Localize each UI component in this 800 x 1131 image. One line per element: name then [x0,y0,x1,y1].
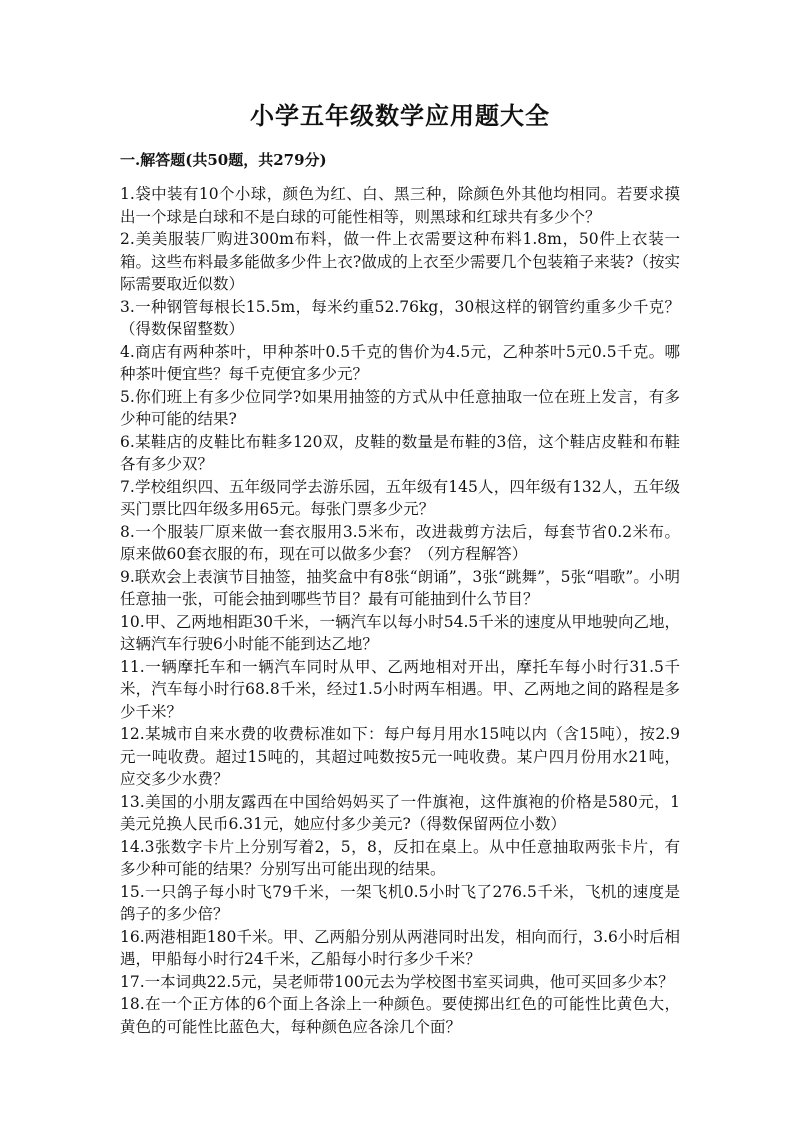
document-title: 小学五年级数学应用题大全 [250,101,550,130]
section-heading: 一.解答题(共50题，共279分) [120,151,327,169]
question-item: 15.一只鸽子每小时飞79千米，一架飞机0.5小时飞了276.5千米，飞机的速度是鸽子的多少倍？ [120,882,680,923]
question-item: 4.商店有两种茶叶，甲种茶叶0.5千克的售价为4.5元，乙种茶叶5元0.5千克。哪种茶叶便宜些？每千克便宜多少元？ [120,342,680,383]
question-item: 18.在一个正方体的6个面上各涂上一种颜色。要使掷出红色的可能性比黄色大，黄色的可能性比蓝色大，每种颜色应各涂几个面？ [120,995,680,1036]
question-item: 6.某鞋店的皮鞋比布鞋多120双，皮鞋的数量是布鞋的3倍，这个鞋店皮鞋和布鞋各有多少双？ [120,432,680,473]
question-item: 3.一种钢管每根长15.5m，每米约重52.76kg，30根这样的钢管约重多少千克？（得数保留整数） [120,297,680,338]
question-item: 10.甲、乙两地相距30千米，一辆汽车以每小时54.5千米的速度从甲地驶向乙地，这辆汽车行驶6小时能不能到达乙地？ [120,612,680,653]
question-item: 8.一个服装厂原来做一套衣服用3.5米布，改进裁剪方法后，每套节省0.2米布。原来做60套衣服的布，现在可以做多少套？（列方程解答） [120,522,680,563]
question-item: 12.某城市自来水费的收费标准如下：每户每月用水15吨以内（含15吨），按2.9元一吨收费。超过15吨的，其超过吨数按5元一吨收费。某户四月份用水21吨，应交多少水费？ [120,725,680,788]
question-item: 7.学校组织四、五年级同学去游乐园，五年级有145人，四年级有132人，五年级买门票比四年级多用65元。每张门票多少元？ [120,477,680,518]
question-list [120,183,680,1038]
question-item: 2.美美服装厂购进300m布料，做一件上衣需要这种布料1.8m，50件上衣装一箱。这些布料最多能做多少件上衣?做成的上衣至少需要几个包装箱子来装?（按实际需要取近似数） [120,230,680,293]
question-item: 1.袋中装有10个小球，颜色为红、白、黑三种，除颜色外其他均相同。若要求摸出一个球是白球和不是白球的可能性相等，则黑球和红球共有多少个？ [120,185,680,226]
question-item: 5.你们班上有多少位同学?如果用抽签的方式从中任意抽取一位在班上发言，有多少种可能的结果? [120,387,680,428]
question-item: 17.一本词典22.5元，吴老师带100元去为学校图书室买词典，他可买回多少本？ [120,972,674,991]
question-item: 11.一辆摩托车和一辆汽车同时从甲、乙两地相对开出，摩托车每小时行31.5千米，汽车每小时行68.8千米，经过1.5小时两车相遇。甲、乙两地之间的路程是多少千米？ [120,657,680,721]
question-item: 16.两港相距180千米。甲、乙两船分别从两港同时出发，相向而行，3.6小时后相遇，甲船每小时行24千米，乙船每小时行多少千米？ [120,927,680,968]
question-item: 9.联欢会上表演节目抽签，抽奖盒中有8张“朗诵”，3张“跳舞”，5张“唱歌”。小明任意抽一张，可能会抽到哪些节目？最有可能抽到什么节目？ [120,567,680,608]
question-item: 14.3张数字卡片上分别写着2，5，8，反扣在桌上。从中任意抽取两张卡片，有多少种可能的结果？分别写出可能出现的结果。 [120,837,680,878]
question-item: 13.美国的小朋友露西在中国给妈妈买了一件旗袍，这件旗袍的价格是580元，1美元兑换人民币6.31元，她应付多少美元?（得数保留两位小数） [120,792,680,833]
